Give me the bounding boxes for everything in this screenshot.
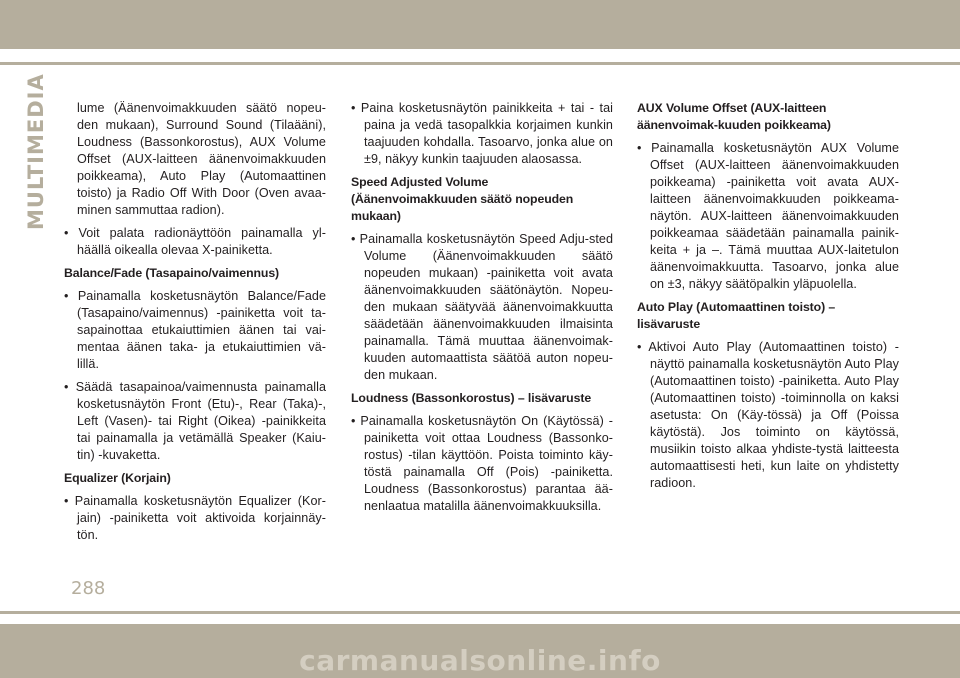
bullet-item: • Paina kosketusnäytön painikkeita + tai - tai paina ja vedä tasopalkkia korjaimen kunkin taajuuden kohdalla. Tasoarvo, jonka alue on ±9, näkyy kunkin taajuuden alaosassa.: [351, 101, 613, 166]
bullet-item: • Painamalla kosketusnäytön On (Käytössä) -painiketta voit ottaa Loudness (Bassonko-rostus) -tilan käyttöön. Poista toiminto käy-töstä painamalla Off (Pois) -painiketta. Loudness (Bassonkorostus) parantaa ää-nenlaatua matalilla äänenvoimakkuuksilla.: [351, 414, 613, 513]
bullet-item: • Painamalla kosketusnäytön Equalizer (Kor-jain) -painiketta voit aktivoida korjainnäy-tön.: [64, 494, 326, 542]
section-heading: Equalizer (Korjain): [64, 471, 171, 485]
column-3: [637, 100, 899, 498]
footer-rule: [0, 611, 960, 614]
header-band: [0, 0, 960, 49]
section-heading: Loudness (Bassonkorostus) – lisävaruste: [351, 391, 592, 405]
header-rule: [0, 62, 960, 65]
bullet-item: • Voit palata radionäyttöön painamalla yl-häällä oikealla olevaa X-painiketta.: [64, 226, 326, 257]
bullet-item: • Aktivoi Auto Play (Automaattinen toisto) -näyttö painamalla kosketusnäytön Auto Play (Automaattinen toisto) -painiketta. Auto Play (Automaattinen toisto) -toiminnolla on kaksi asetusta: On (Käy-tössä) ja Off (Poissa käytöstä). Jos toiminto on käytössä, musiikin toisto alkaa yhdiste-tystä laitteesta automaattisesti heti, kun laite on yhdistetty radioon.: [637, 340, 899, 490]
paragraph: lume (Äänenvoimakkuuden säätö nopeu-den mukaan), Surround Sound (Tilaääni), Loudness (Bassonkorostus), AUX Volume Offset (AUX-laitteen äänenvoimakkuuden poikkeama), Auto Play (Automaattinen toisto) ja Radio Off With Door (Oven avaa-minen sammuttaa radion).: [77, 101, 326, 217]
bullet-item: • Painamalla kosketusnäytön Balance/Fade (Tasapaino/vaimennus) -painiketta voit ta-sapainottaa etukaiuttimien äänen tai vai-mentaa äänen taka- ja etukaiuttimien vä-lillä.: [64, 289, 326, 371]
bullet-item: • Painamalla kosketusnäytön AUX Volume Offset (AUX-laitteen äänenvoimakkuuden poikkeama) -painiketta voit avata AUX-laitteen äänenvoimakkuuden poikkeama-näytön. AUX-laitteen äänenvoimakkuuden poikkeamaa säädetään painamalla painik-keita + ja –. Tämä muuttaa AUX-laitetulon äänenvoimakkuutta. Tasoarvo, jonka alue on ±3, näkyy säätöpalkin yläpuolella.: [637, 141, 899, 291]
page-number: 288: [71, 578, 106, 599]
bullet-item: • Säädä tasapainoa/vaimennusta painamalla kosketusnäytön Front (Etu)-, Rear (Taka)-, Left (Vasen)- tai Right (Oikea) -painikkeita tai painamalla ja vetämällä Speaker (Kaiu-tin) -kuvaketta.: [64, 380, 326, 462]
bullet-item: • Painamalla kosketusnäytön Speed Adju-sted Volume (Äänenvoimakkuuden säätö nopeuden mukaan) -painiketta voit avata äänenvoimakkuuden säätönäytön. Nopeu-den mukaan säätyvää äänenvoimakkuutta säädetään äänenvoimakkuuden ilmaisinta painamalla. Tämä muuttaa äänenvoimak-kuuden automaattista säätöä auton nopeu-den mukaan.: [351, 232, 613, 382]
watermark: carmanualsonline.info: [299, 644, 661, 677]
section-label: MULTIMEDIA: [24, 73, 48, 230]
section-heading: Auto Play (Automaattinen toisto) – lisävaruste: [637, 300, 836, 331]
column-2: [351, 100, 613, 521]
section-heading: AUX Volume Offset (AUX-laitteen äänenvoimak-kuuden poikkeama): [637, 101, 831, 132]
column-1: [64, 100, 326, 550]
section-heading: Balance/Fade (Tasapaino/vaimennus): [64, 266, 280, 280]
section-heading: Speed Adjusted Volume (Äänenvoimakkuuden säätö nopeuden mukaan): [351, 175, 574, 223]
